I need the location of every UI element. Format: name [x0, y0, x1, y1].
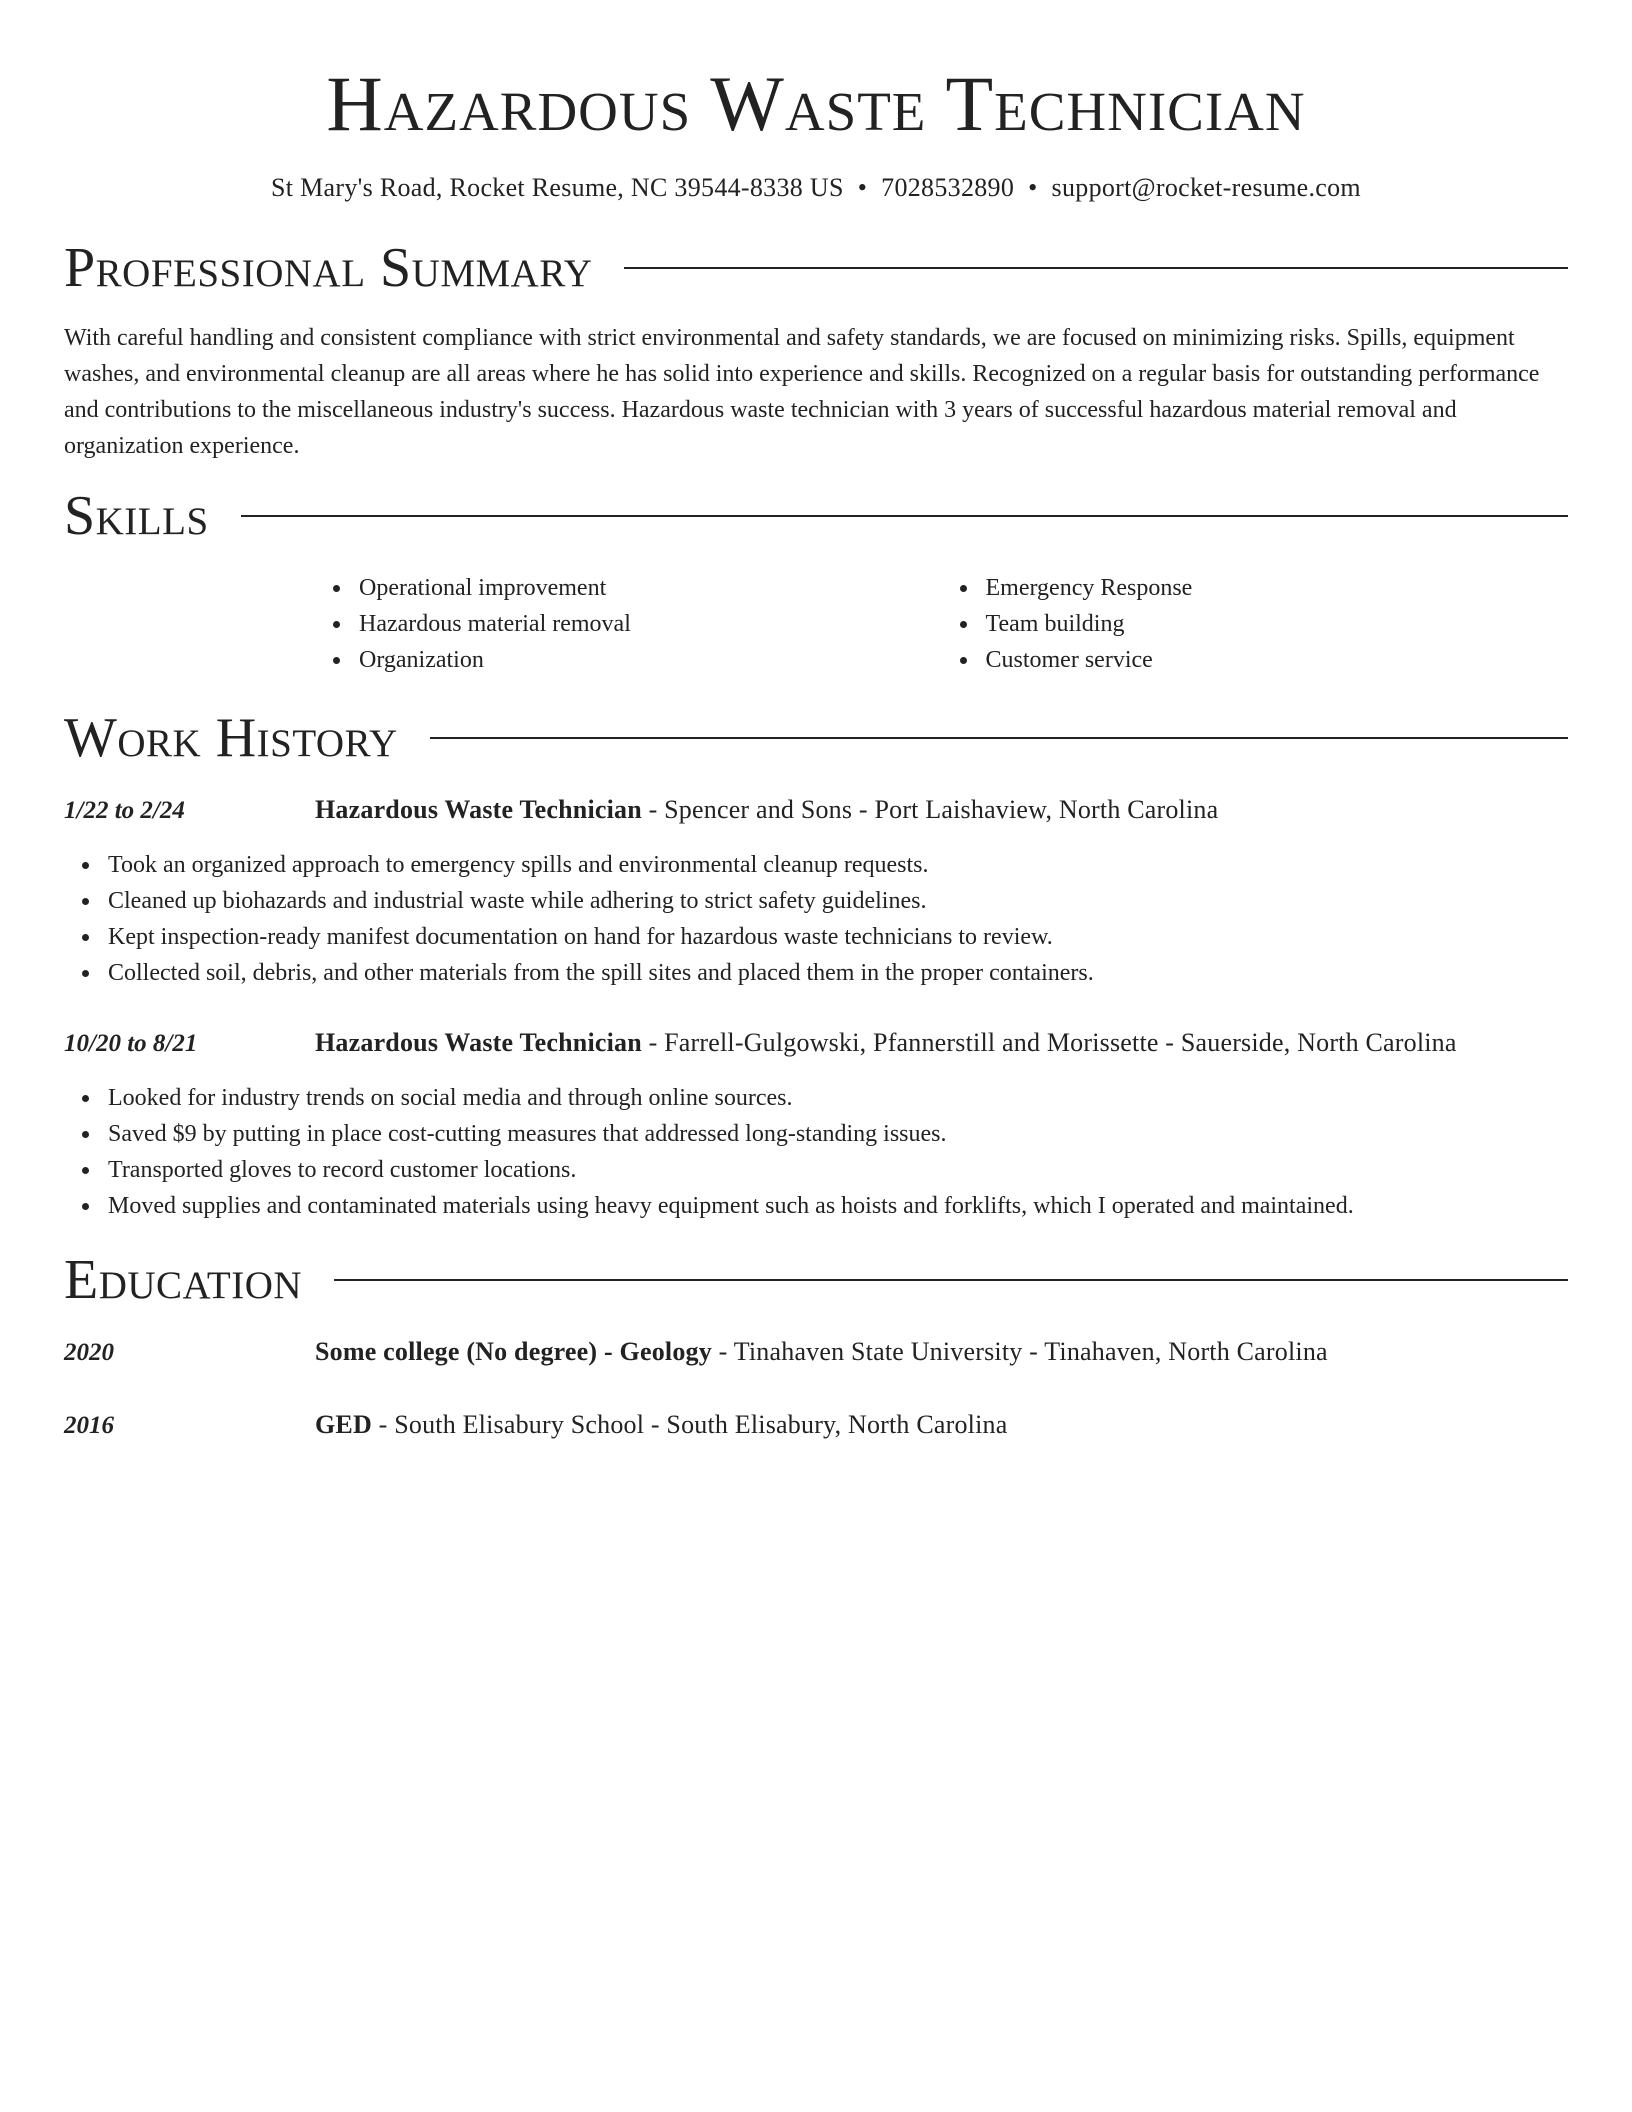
job-title-line — [315, 1025, 1457, 1061]
education-degree: Some college (No degree) - Geology — [315, 1337, 712, 1366]
job-bullets — [64, 1080, 1568, 1224]
skills-title: Skills — [64, 485, 209, 547]
job-role: Hazardous Waste Technician — [315, 795, 642, 824]
list-item: Kept inspection-ready manifest documentation on hand for hazardous waste technicians to review. — [108, 919, 1568, 955]
list-item: Moved supplies and contaminated materials using heavy equipment such as hoists and forklifts, which I operated and maintained. — [108, 1188, 1568, 1224]
skill-item: Hazardous material removal — [359, 606, 942, 642]
list-item: Collected soil, debris, and other materials from the spill sites and placed them in the proper containers. — [108, 955, 1568, 991]
list-item: Looked for industry trends on social media and through online sources. — [108, 1080, 1568, 1116]
list-item: Cleaned up biohazards and industrial waste while adhering to strict safety guidelines. — [108, 883, 1568, 919]
education-entry — [64, 1334, 1568, 1371]
education-year: 2020 — [64, 1339, 114, 1366]
job-dates: 1/22 to 2/24 — [64, 797, 185, 824]
job-header — [64, 792, 1568, 829]
section-divider — [624, 267, 1568, 269]
job-entry — [64, 1025, 1568, 1224]
skill-item: Team building — [986, 606, 1569, 642]
separator-dot: • — [857, 173, 868, 202]
section-heading-work — [64, 706, 1568, 770]
job-bullets — [64, 847, 1568, 991]
education-year: 2016 — [64, 1412, 114, 1439]
skills-column-right — [942, 570, 1569, 678]
job-details: - Spencer and Sons - Port Laishaview, North Carolina — [641, 795, 1219, 824]
work-title: Work History — [64, 707, 398, 769]
job-details: - Farrell-Gulgowski, Pfannerstill and Morissette - Sauerside, North Carolina — [641, 1028, 1457, 1057]
skill-item: Operational improvement — [359, 570, 942, 606]
section-heading-skills — [64, 484, 1568, 548]
list-item: Saved $9 by putting in place cost-cutting measures that addressed long-standing issues. — [108, 1116, 1568, 1152]
job-dates: 10/20 to 8/21 — [64, 1030, 198, 1057]
section-heading-summary — [64, 236, 1568, 300]
section-heading-education — [64, 1248, 1568, 1312]
education-title: Education — [64, 1249, 303, 1311]
job-header — [64, 1025, 1568, 1062]
resume-page — [64, 0, 1568, 1444]
separator-dot: • — [1028, 173, 1038, 202]
list-item: Transported gloves to record customer locations. — [108, 1152, 1568, 1188]
section-divider — [241, 515, 1568, 517]
education-details: - Tinahaven State University - Tinahaven, North Carolina — [711, 1337, 1328, 1366]
skills-column-left — [315, 570, 942, 678]
summary-text: With careful handling and consistent compliance with strict environmental and safety standards, we are focused on minimizing risks. Spills, equipment washes, and environmental cleanup are all areas where he has solid into experience and skills. Recognized on a regular basis for outstanding performance and contributions to the miscellaneous industry's success. Hazardous waste technician with 3 years of successful hazardous material removal and organization experience. — [64, 325, 1540, 459]
summary-title: Professional Summary — [64, 237, 593, 299]
education-details: - South Elisabury School - South Elisabury, North Carolina — [371, 1410, 1008, 1439]
email: support@rocket-resume.com — [1051, 173, 1361, 202]
section-divider — [430, 737, 1568, 739]
contact-line — [64, 170, 1568, 206]
section-divider — [334, 1279, 1568, 1281]
list-item: Took an organized approach to emergency spills and environmental cleanup requests. — [108, 847, 1568, 883]
skill-item: Organization — [359, 642, 942, 678]
job-title-line — [315, 792, 1218, 828]
education-line — [315, 1407, 1007, 1443]
education-entry — [64, 1407, 1568, 1444]
skill-item: Emergency Response — [986, 570, 1569, 606]
candidate-name: Hazardous Waste Technician — [326, 60, 1306, 147]
education-degree: GED — [315, 1410, 372, 1439]
education-line — [315, 1334, 1328, 1370]
address: St Mary's Road, Rocket Resume, NC 39544-8338 US — [271, 173, 844, 202]
job-role: Hazardous Waste Technician — [315, 1028, 642, 1057]
phone: 7028532890 — [881, 173, 1015, 202]
skills-grid — [315, 570, 1568, 678]
skill-item: Customer service — [986, 642, 1569, 678]
job-entry — [64, 792, 1568, 991]
